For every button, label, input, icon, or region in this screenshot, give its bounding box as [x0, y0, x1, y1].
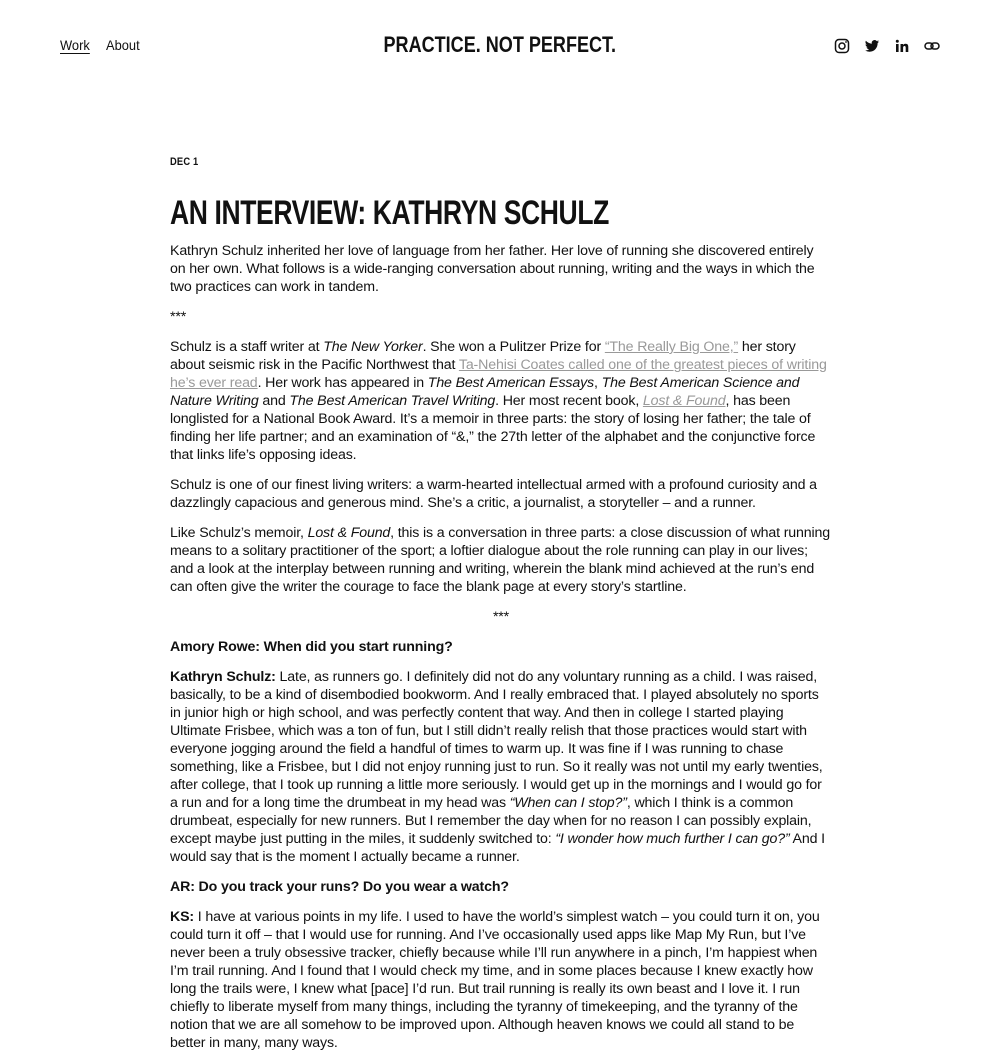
bio-text: , [593, 375, 602, 391]
structure-text: , this is a conversation in three parts: a close discussion of what running means to a solitary practitioner of the sport; a loftier dialogue about the role running can play in our lives; and a look at the interplay between running and writing, wherein the blank mind achieved at the run’s end can often give the writer the courage to face the blank page at every story’s startline. [170, 525, 831, 595]
description-paragraph: Schulz is one of our finest living writers: a warm-hearted intellectual armed with a profound curiosity and a dazzlingly capacious and generous mind. She’s a critic, a journalist, a storyteller – and a runner. [170, 477, 817, 511]
post-date: DEC 1 [170, 156, 199, 168]
section-divider: *** [170, 309, 187, 325]
publication-best-american-essays: The Best American Essays [427, 375, 594, 391]
structure-text: Like Schulz’s memoir, [170, 525, 308, 541]
nav-about-link[interactable]: About [106, 37, 141, 53]
twitter-icon[interactable] [864, 38, 880, 54]
link-icon[interactable] [924, 38, 940, 54]
bio-text: her story about seismic risk in the Pacific Northwest that [170, 339, 796, 373]
structure-paragraph [170, 524, 832, 596]
book-title-lost-and-found: Lost & Found [307, 525, 391, 541]
link-coates-quote[interactable]: Ta-Nehisi Coates called one of the greatest pieces of writing he’s ever read [170, 357, 827, 391]
link-lost-and-found-text[interactable]: Lost & Found [642, 393, 726, 409]
social-links [834, 38, 940, 54]
bio-paragraph [170, 338, 832, 464]
bio-text: and [258, 393, 290, 409]
question-1: Amory Rowe: When did you start running? [170, 639, 453, 655]
answer-quote: “I wonder how much further I can go?” [555, 831, 790, 847]
site-header [0, 0, 1000, 95]
publication-new-yorker: The New Yorker [323, 339, 423, 355]
publication-best-american-travel: The Best American Travel Writing [289, 393, 496, 409]
instagram-icon[interactable] [834, 38, 850, 54]
article-title: AN INTERVIEW: KATHRYN SCHULZ [170, 194, 609, 232]
intro-paragraph: Kathryn Schulz inherited her love of language from her father. Her love of running she discovered entirely on her own. What follows is a wide-ranging conversation about running, writing and the ways in which the two practices can work in tandem. [170, 243, 815, 295]
link-lost-and-found[interactable] [643, 393, 726, 409]
answer-speaker: Kathryn Schulz: [170, 669, 276, 685]
linkedin-icon[interactable] [894, 38, 910, 54]
answer-quote: “When can I stop?” [509, 795, 627, 811]
nav-work-link[interactable]: Work [60, 37, 90, 53]
answer-2 [170, 908, 832, 1052]
answer-1 [170, 668, 832, 866]
answer-text: And I would say that is the moment I actually became a runner. [170, 831, 825, 865]
bio-text: . Her most recent book, [495, 393, 643, 409]
link-really-big-one[interactable]: “The Really Big One,” [604, 339, 739, 355]
publication-best-american-science: The Best American Science and Nature Writing [170, 375, 800, 409]
section-divider-center: *** [492, 609, 510, 625]
bio-text: , has been longlisted for a National Book Award. It’s a memoir in three parts: the story of losing her father; the tale of finding her life partner; and an examination of “&,” the 27th letter of the alphabet and the conjunctive force that links life’s opposing ideas. [170, 393, 816, 463]
answer-text: Late, as runners go. I definitely did not do any voluntary running as a child. I was raised, basically, to be a kind of disembodied bookworm. And I really embraced that. I played absolutely no sports in junior high or high school, and was perfectly content that way. And then in college I started playing Ultimate Frisbee, which was a ton of fun, but I still didn’t really relish that those practices would start with everyone jogging around the field a handful of times to warm up. It was fine if I was running to chase something, like a Frisbee, but I did not enjoy running just to run. So it really was not until my early twenties, after college, that I took up running a little more seriously. I would get up in the mornings and I would go for a run and for a long time the drumbeat in my head was [170, 669, 823, 811]
bio-text: Schulz is a staff writer at [170, 339, 324, 355]
answer-speaker: KS: [170, 909, 194, 925]
bio-text: . Her work has appeared in [257, 375, 428, 391]
article [170, 152, 832, 1064]
site-title-text[interactable]: PRACTICE. NOT PERFECT. [383, 32, 617, 57]
question-2: AR: Do you track your runs? Do you wear a watch? [170, 879, 509, 895]
answer-text: , which I think is a common drumbeat, especially for new runners. But I remember the day when for no reason I can possibly explain, except maybe just putting in the miles, it suddenly switched to: [170, 795, 812, 847]
bio-text: . She won a Pulitzer Prize for [422, 339, 605, 355]
answer-text: I have at various points in my life. I used to have the world’s simplest watch – you could turn it on, you could turn it off – that I would use for running. And I’ve occasionally used apps like Map My Run, but I’ve never been a truly obsessive tracker, chiefly because while I’ll run anywhere in a pinch, I’m happiest when I’m trail running. And I found that I would check my time, and in some places because I knew exactly how long the trails were, I knew what [pace] I’d run. But trail running is really its own beast and I love it. I run chiefly to liberate myself from many things, including the tyranny of timekeeping, and the tyranny of the notion that we are all somehow to be improved upon. Although heaven knows we could all stand to be better in many, many ways. [170, 909, 820, 1051]
